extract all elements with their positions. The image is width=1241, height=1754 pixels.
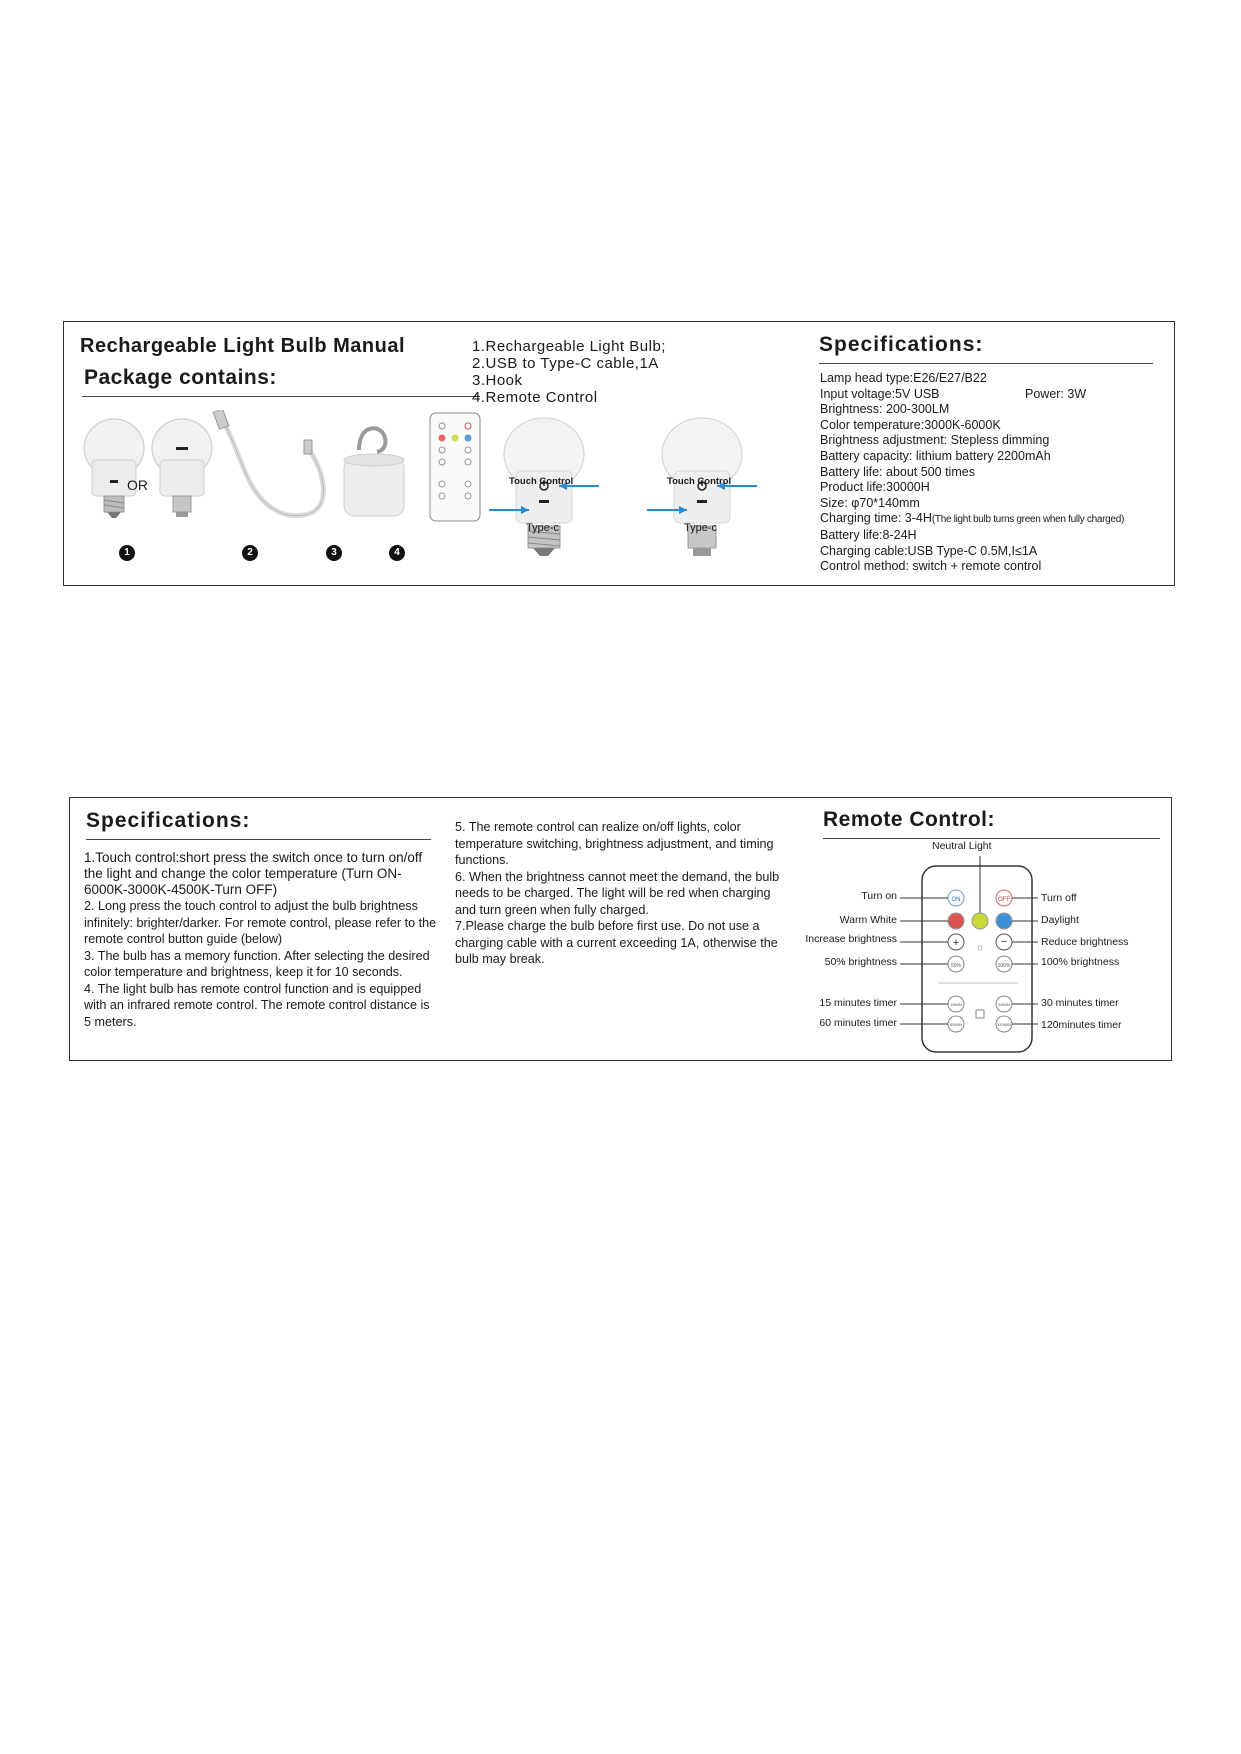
t30-button-text: 30MIN [998,1002,1010,1007]
badge-2: 2 [242,545,258,561]
svg-text:+: + [952,937,960,949]
off-button-text: OFF [998,897,1010,903]
instruction-2: 2. Long press the touch control to adjust the bulb brightness infinitely: brighter/darker. For remote control, please refer to the remote control button guide (below) [84,899,437,946]
remote-rule [823,838,1160,839]
label-reduce: Reduce brightness [1041,936,1129,948]
label-30-timer: 30 minutes timer [1041,997,1119,1009]
instruction-3: 3. The bulb has a memory function. After selecting the desired color temperature and brightness, keep it for 10 seconds. [84,948,430,979]
spec-charging-time-row [820,511,1124,528]
label-15-timer: 15 minutes timer [819,997,897,1009]
touch-bulb-b22 [647,418,757,556]
bulb-b22-image [152,419,212,517]
or-label: OR [127,477,148,493]
label-60-timer: 60 minutes timer [819,1017,897,1029]
label-increase: Increase brightness [805,933,897,945]
instruction-4: 4. The light bulb has remote control function and is equipped with an infrared remote control. The remote control distance is 5 meters. [84,981,430,1029]
label-turn-off: Turn off [1041,892,1077,904]
spec-size: Size: φ70*140mm [820,495,920,510]
usb-cable-image [213,410,323,516]
label-100-brightness: 100% brightness [1041,956,1120,968]
svg-text:−: − [1000,936,1008,948]
spec-charging-time: Charging time: 3-4H [820,511,932,526]
contents-item-4: 4.Remote Control [472,389,598,406]
t60-button-text: 60MIN [950,1022,962,1027]
warm-white-button [948,913,964,929]
label-turn-on: Turn on [861,890,897,902]
t120-button-text: 120MIN [996,1022,1012,1027]
badge-1: 1 [119,545,135,561]
neutral-button [972,913,988,929]
spec-battery-life: Battery life:8-24H [820,527,917,542]
b50-button-text: 50% [950,963,962,969]
b100-button-text: 100% [997,963,1011,969]
contents-item-1: 1.Rechargeable Light Bulb; [472,338,666,355]
spec-charging-note: (The light bulb turns green when fully charged) [931,514,1124,526]
instruction-6: 6. When the brightness cannot meet the demand, the bulb needs to be charged. The light will be red when charging and turn green when fully charged. [455,869,780,917]
instructions-panel [69,797,1172,1061]
spec-charging-cable: Charging cable:USB Type-C 0.5M,I≤1A [820,543,1038,558]
spec-lamp-head: Lamp head type:E26/E27/B22 [820,371,987,385]
instruction-5: 5. The remote control can realize on/off lights, color temperature switching, brightness adjustment, and timing functions. [455,820,774,867]
instructions-left [84,850,440,1030]
touch-control-diagram [479,416,779,586]
daylight-button [996,913,1012,929]
label-warm-white: Warm White [839,914,897,926]
spec-battery-capacity: Battery capacity: lithium battery 2200mAh [820,448,1051,463]
typec-label-1: Type-c [526,522,560,534]
spec-control-method: Control method: switch + remote control [820,559,1042,574]
instruction-7: 7.Please charge the bulb before first use. Do not use a charging cable with a current exceeding 1A, otherwise the bulb may break. [455,919,778,966]
instructions-right [455,819,795,968]
spec-power: Power: 3W [1025,386,1087,401]
spec-input-voltage-row [820,387,1124,403]
specs-heading: Specifications: [819,333,984,356]
instruction-1: 1.Touch control:short press the switch once to turn on/off the light and change the color temperature (Turn ON-6000K-3000K-4500K-Turn OFF) [84,850,423,897]
on-button-text: ON [951,897,961,903]
label-50-brightness: 50% brightness [824,956,897,968]
label-daylight: Daylight [1041,914,1079,926]
remote-heading: Remote Control: [823,808,995,831]
label-120-timer: 120minutes timer [1041,1019,1122,1031]
label-neutral: Neutral Light [932,840,992,852]
remote-image [430,413,480,521]
spec-brightness-adjust: Brightness adjustment: Stepless dimming [820,433,1050,448]
package-rule [82,396,480,397]
touch-label-1: Touch Control [509,476,574,487]
package-heading: Package contains: [84,366,277,389]
spec-input-voltage: Input voltage:5V USB [820,386,940,401]
contents-item-3: 3.Hook [472,372,523,389]
bulb-e27-image [84,419,144,518]
sun-icon: ☼ [975,942,985,953]
t15-button-text: 15MIN [950,1002,962,1007]
manual-panel [63,321,1175,586]
manual-title: Rechargeable Light Bulb Manual [80,335,406,357]
spec-product-life: Product life:30000H [820,480,930,495]
contents-item-2: 2.USB to Type-C cable,1A [472,355,659,372]
hook-image [344,428,404,516]
touch-label-2: Touch Control [667,476,732,487]
instructions-rule [86,839,431,840]
spec-color-temp: Color temperature:3000K-6000K [820,417,1001,432]
spec-battery-cycles: Battery life: about 500 times [820,464,975,479]
touch-bulb-e27 [489,418,599,556]
typec-label-2: Type-c [684,522,718,534]
specs-rule [819,363,1153,364]
badge-4: 4 [389,545,405,561]
spec-brightness: Brightness: 200-300LM [820,402,950,417]
badge-3: 3 [326,545,342,561]
instructions-heading: Specifications: [86,809,251,832]
specs-list [820,371,1124,575]
